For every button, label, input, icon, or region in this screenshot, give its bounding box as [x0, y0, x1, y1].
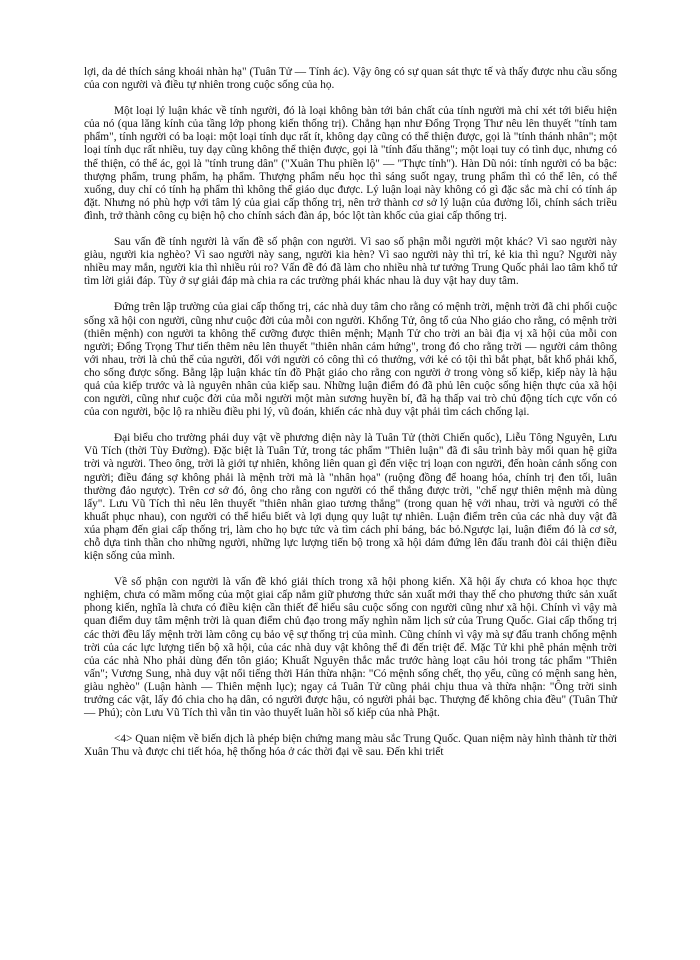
paragraph-feudal-society-destiny: Về số phận con người là vấn đề khó giải thích trong xã hội phong kiến. Xã hội ấy chưa có khoa học thực nghiệm, chưa có mầm mống của một giai cấp nắm giữ phương thức sản xuất mới thay thế cho phương thức sản xuất phong kiến, nghĩa là chưa có điều kiện cần thiết để hiểu sâu cuộc sống con người cũng như xã hội. Chính vì vậy mà quan điểm duy tâm mệnh trời là quan điểm chủ đạo trong mấy nghìn năm lịch sử của Trung Quốc. Giai cấp thống trị các thời đều lấy mệnh trời làm công cụ bảo vệ sự thống trị của mình. Cũng chính vì vậy mà sự đấu tranh chống mệnh trời của các lực lượng tiến bộ xã hội, của các nhà duy vật không thể đi đến triệt để. Mặc Tử khi phê phán mệnh trời của các nhà Nho phải dùng đến tôn giáo; Khuất Nguyên thắc mắc trước hàng loạt câu hỏi trong tác phẩm "Thiên vấn"; Vương Sung, nhà duy vật nổi tiếng thời Hán thừa nhận: "Có mệnh sống chết, thọ yểu, cũng có mệnh sang hèn, giàu nghèo" (Luận hành — Thiên mệnh lục); ngay cả Tuân Tử cũng phải chịu thua và thừa nhận: "Ông trời sinh trưởng các vật, lấy đó chia cho hạ dân, có người được hậu, có người phải bạc. Thượng đế không chia đều" (Tuân Thử — Phú); còn Lưu Vũ Tích thì vẫn tin vào thuyết luân hồi số kiếp của nhà Phật. — [84, 576, 617, 720]
paragraph-materialist-view: Đại biểu cho trường phái duy vật về phương diện này là Tuân Tử (thời Chiến quốc), Liễu Tông Nguyên, Lưu Vũ Tích (thời Tùy Đường). Đặc biệt là Tuân Tử, trong tác phẩm "Thiên luận" đã đi sâu trình bày mối quan hệ giữa trời và người. Theo ông, trời là giới tự nhiên, không liên quan gì đến việc trị loạn con người, đến hoàn cảnh sống con người; điều đáng sợ không phải là mệnh trời mà là "nhân họa" (ruộng đồng để hoang hóa, chính trị đen tối, luân thường đảo ngược). Trên cơ sở đó, ông cho rằng con người có thể thắng được trời, "chế ngự thiên mệnh mà dùng lấy". Lưu Vũ Tích thì nêu lên thuyết "thiên nhân giao tương thắng" (trong quan hệ với nhau, trời và người có thể khuất phục nhau), con người có thể hiểu biết và lợi dụng quy luật tự nhiên. Luận điểm trên của các nhà duy vật đã xúa phạm đến giai cấp thống trị, làm cho họ bực tức và tìm cách phỉ báng, bác bỏ.Ngược lại, luận điểm đó là cơ sở, chỗ dựa tinh thần cho những người, những lực lượng tiến bộ trong xã hội dám đứng lên đấu tranh đòi cải thiện điều kiện sống của mình. — [84, 432, 617, 563]
document-page — [84, 66, 617, 772]
paragraph-human-destiny-question: Sau vấn đề tính người là vấn đề số phận con người. Vì sao số phận mỗi người một khác? Vì sao người này giàu, người kia nghèo? Vì sao người này sang, người kia hèn? Vì sao người này thì trí, kẻ kia thì ngu? Người này nhiều may mắn, người kia thì nhiều rủi ro? Vấn đề đó đã làm cho nhiều nhà tư tưởng Trung Quốc phải lao tâm khổ tứ tìm lời giải đáp. Tùy ở sự giải đáp mà chia ra các trường phái khác nhau là duy vật hay duy tâm. — [84, 236, 617, 288]
paragraph-dialectics-section: <4> Quan niệm về biến dịch là phép biện chứng mang màu sắc Trung Quốc. Quan niệm này hình thành từ thời Xuân Thu và được chi tiết hóa, hệ thống hóa ở các thời đại về sau. Đến khi triết — [84, 733, 617, 759]
paragraph-theory-of-human-nature: Một loại lý luận khác về tính người, đó là loại không bàn tới bản chất của tính người mà chỉ xét tới biểu hiện của nó (qua lăng kính của tầng lớp phong kiến thống trị). Chẳng hạn như Đổng Trọng Thư nêu lên thuyết "tính tam phẩm", tính người có ba loại: một loại tính dục rất ít, không dạy cũng có thể thiện được, gọi là "tính thánh nhân"; một loại tính dục rất nhiều, tuy dạy cũng không thể thiện được, gọi là "tính đấu thăng"; một loại tuy có tình dục, nhưng có thể thiện, có thể ác, gọi là "tính trung dân" ("Xuân Thu phiền lộ" — "Thực tính"). Hàn Dũ nói: tính người có ba bậc: thượng phẩm, trung phẩm, hạ phẩm. Thượng phẩm nếu học thì sáng suốt ngay, trung phẩm thì có thể lên, có thể xuống, duy chỉ có tính hạ phẩm thì không thể giáo dục được. Lý luận loại này không có gì đặc sắc mà chỉ có tính áp đặt. Nhưng nó phù hợp với tâm lý của giai cấp thống trị, nên trở thành cơ sở lý luận của đường lối, chính sách triều đình, trở thành công cụ biện hộ cho chính sách đàn áp, bóc lột tàn khốc của giai cấp thống trị. — [84, 105, 617, 222]
paragraph-idealist-view: Đứng trên lập trường của giai cấp thống trị, các nhà duy tâm cho rằng có mệnh trời, mệnh trời đã chi phối cuộc sống xã hội con người, cũng như cuộc đời của mỗi con người. Khổng Tử, ông tổ của Nho giáo cho rằng, có mệnh trời (thiên mệnh) con người ta không thể cưỡng được thiên mệnh; Mạnh Tử cho trời an bài địa vị xã hội của mỗi con người; Đổng Trọng Thư tiến thêm nêu lên thuyết "thiên nhân cảm hứng", trong đó cho rằng trời — người cảm thông với nhau, trời là chủ thể của người, đối với người có công thì có thưởng, với kẻ có tội thì bắt phạt, bắt khổ phải khổ, cho sống được sống. Bằng lập luận khác tín đồ Phật giáo cho rằng con người ở trong vòng số kiếp, kiếp này là hậu quả của kiếp trước và là nguyên nhân của kiếp sau. Những luận điểm đó đã phủ lên cuộc sống hiện thực của xã hội con người, cũng như cuộc đời của mỗi người một màn sương huyền bí, đã hạ thấp vai trò chủ động tích cực vốn có của con người, bộc lộ ra nhiều điều phi lý, vũ đoán, khiến các nhà duy vật phải tìm cách chống lại. — [84, 301, 617, 419]
paragraph-continuation: lợi, da dẻ thích sảng khoái nhàn hạ" (Tuân Tử — Tính ác). Vậy ông có sự quan sát thực tế và thấy được nhu cầu sống của con người và điều tự nhiên trong cuộc sống của họ. — [84, 66, 617, 92]
